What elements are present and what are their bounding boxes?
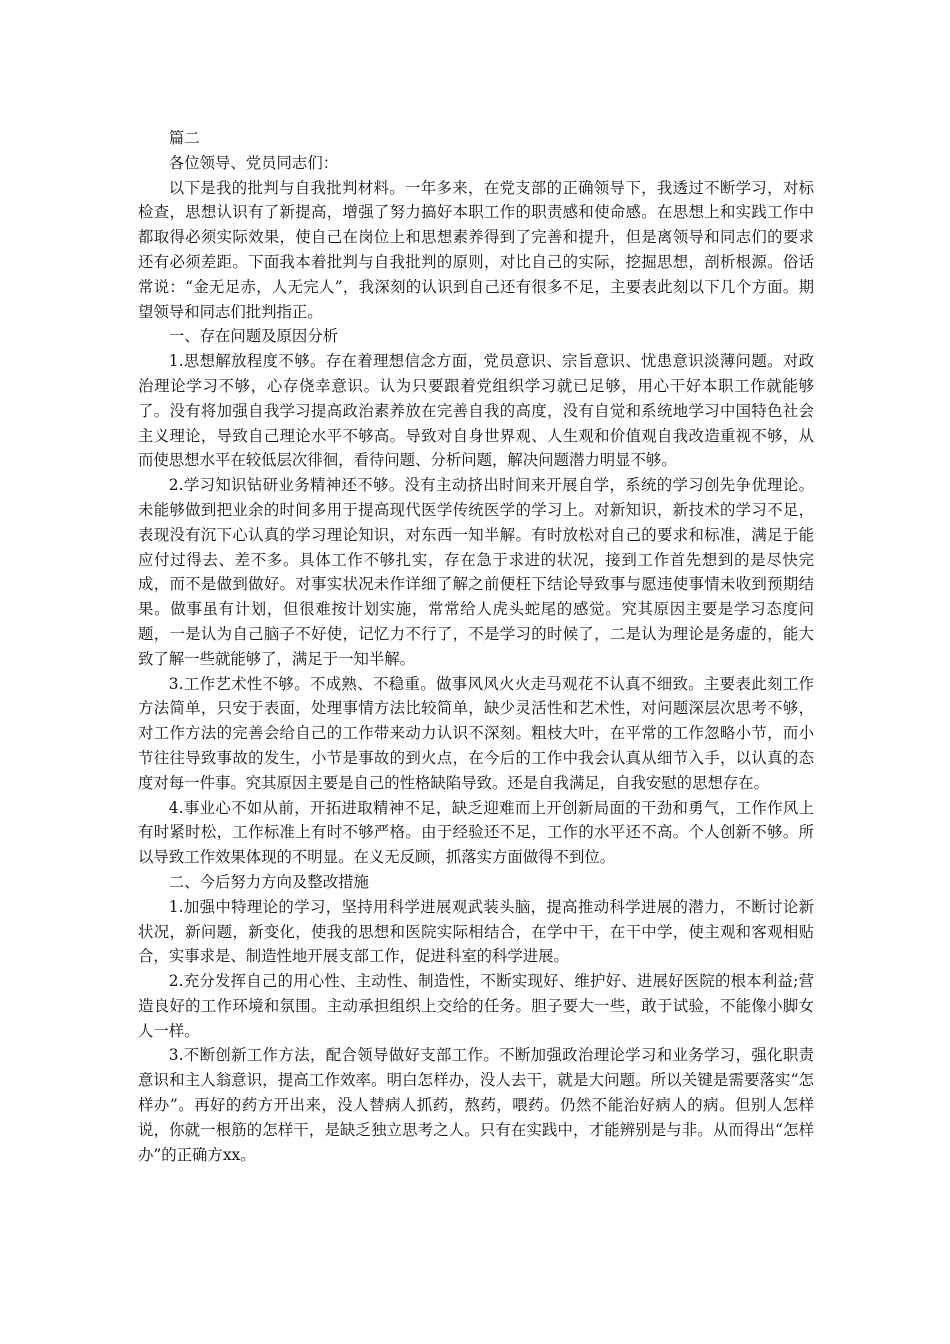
measure-paragraph-2: 2.充分发挥自己的用心性、主动性、制造性，不断实现好、维护好、进展好医院的根本利益;营造良好的工作环境和氛围。主动承担组织上交给的任务。胆子要大一些，敢于试验，不能像小脚女人一样。 bbox=[138, 972, 814, 1040]
document-body bbox=[138, 126, 814, 1167]
measure-paragraph-1: 1.加强中特理论的学习，坚持用科学进展观武装头脑，提高推动科学进展的潜力，不断讨论新状况，新问题，新变化，使我的思想和医院实际相结合，在学中干，在干中学，使主观和客观相贴合，实事求是、制造性地开展支部工作，促进科室的科学进展。 bbox=[138, 897, 814, 966]
problem-paragraph-4: 4.事业心不如从前，开拓进取精神不足，缺乏迎难而上开创新局面的干劲和勇气，工作作风上有时紧时松，工作标准上有时不够严格。由于经验还不足，工作的水平还不高。个人创新不够。所以导致工作效果体现的不明显。在义无反顾，抓落实方面做得不到位。 bbox=[138, 798, 814, 867]
salutation: 各位领导、党员同志们： bbox=[168, 153, 339, 172]
intro-paragraph: 以下是我的批判与自我批判材料。一年多来，在党支部的正确领导下，我透过不断学习，对标检查，思想认识有了新提高，增强了努力搞好本职工作的职责感和使命感。在思想上和实践工作中都取得必须实际效果，使自己在岗位上和思想素养得到了完善和提升，但是离领导和同志们的要求还有必须差距。下面我本着批判与自我批判的原则，对比自己的实际，挖掘思想，剖析根源。俗话常说：“金无足赤，人无完人”，我深刻的认识到自己还有很多不足，主要表此刻以下几个方面。期望领导和同志们批判指正。 bbox=[138, 178, 814, 321]
problem-paragraph-1: 1.思想解放程度不够。存在着理想信念方面，党员意识、宗旨意识、忧患意识淡薄问题。对政治理论学习不够，心存侥幸意识。认为只要跟着党组织学习就已足够，用心干好本职工作就能够了。没有将加强自我学习提高政治素养放在完善自我的高度，没有自觉和系统地学习中国特色社会主义理论，导致自己理论水平不够高。导致对自身世界观、人生观和价值观自我改造重视不够，从而使思想水平在较低层次徘徊，看待问题、分析问题，解决问题潜力明显不够。 bbox=[138, 352, 814, 470]
problem-paragraph-2: 2.学习知识钻研业务精神还不够。没有主动挤出时间来开展自学，系统的学习创先争优理论。未能够做到把业余的时间多用于提高现代医学传统医学的学习上。对新知识，新技术的学习不足，表现没有沉下心认真的学习理论知识，对东西一知半解。有时放松对自己的要求和标准，满足于能应付过得去、差不多。具体工作不够扎实，存在急于求进的状况，接到工作首先想到的是尽快完成，而不是做到做好。对事实状况未作详细了解之前便枉下结论导致事与愿违使事情未收到预期结果。做事虽有计划，但很难按计划实施，常常给人虎头蛇尾的感觉。究其原因主要是学习态度问题，一是认为自己脑子不好使，记忆力不行了，不是学习的时候了，二是认为理论是务虚的，能大致了解一些就能够了，满足于一知半解。 bbox=[138, 476, 814, 668]
measure-paragraph-3: 3.不断创新工作方法，配合领导做好支部工作。不断加强政治理论学习和业务学习，强化职责意识和主人翁意识，提高工作效率。明白怎样办，没人去干，就是大问题。所以关键是需要落实“怎样办”。再好的药方开出来，没人替病人抓药，熬药，喂药。仍然不能治好病人的病。但别人怎样说，你就一根筋的怎样干，是缺乏独立思考之人。只有在实践中，才能辨别是与非。从而得出“怎样办”的正确方xx。 bbox=[138, 1046, 814, 1164]
section-label: 篇二 bbox=[168, 129, 200, 147]
section-heading-problems: 一、存在问题及原因分析 bbox=[168, 327, 339, 346]
problem-paragraph-3: 3.工作艺术性不够。不成熟、不稳重。做事风风火火走马观花不认真不细致。主要表此刻工作方法简单，只安于表面，处理事情方法比较简单，缺少灵活性和艺术性，对问题深层次思考不够，对工作方法的完善会给自己的工作带来动力认识不深刻。粗枝大叶，在平常的工作忽略小节，而小节往往导致事故的发生，小节是事故的到火点，在今后的工作中我会认真从细节入手，以认真的态度对每一件事。究其原因主要是自己的性格缺陷导致。还是自我满足，自我安慰的思想存在。 bbox=[138, 674, 814, 792]
section-heading-measures: 二、今后努力方向及整改措施 bbox=[168, 872, 369, 891]
